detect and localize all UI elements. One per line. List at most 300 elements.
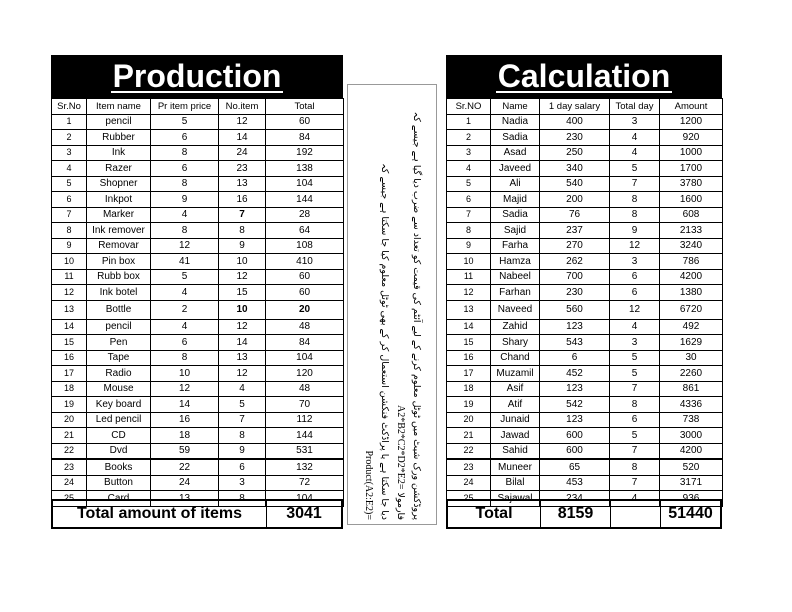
- table-cell: Radio: [87, 366, 151, 382]
- note-line-3: [360, 90, 376, 520]
- calculation-header-row: [447, 99, 723, 115]
- production-row: [52, 335, 344, 351]
- table-cell: 18: [447, 381, 491, 397]
- table-cell: 22: [447, 443, 491, 459]
- table-cell: 4: [219, 381, 266, 397]
- table-cell: 48: [266, 319, 344, 335]
- table-cell: 4: [447, 161, 491, 177]
- table-cell: 12: [52, 285, 87, 301]
- calculation-row: [447, 176, 723, 192]
- calculation-row: [447, 300, 723, 319]
- table-cell: 104: [266, 176, 344, 192]
- table-cell: 30: [660, 350, 723, 366]
- calculation-row: [447, 207, 723, 223]
- table-cell: 4: [610, 130, 660, 146]
- production-row: [52, 223, 344, 239]
- calculation-row: [447, 428, 723, 444]
- table-cell: Bottle: [87, 300, 151, 319]
- table-cell: 6: [219, 459, 266, 475]
- table-cell: 230: [540, 285, 610, 301]
- table-cell: 13: [151, 491, 219, 507]
- table-cell: Pin box: [87, 254, 151, 270]
- calculation-row: [447, 335, 723, 351]
- production-total-label: Total amount of items: [53, 501, 267, 527]
- table-cell: Inkpot: [87, 192, 151, 208]
- table-cell: Shopner: [87, 176, 151, 192]
- calculation-row: [447, 269, 723, 285]
- table-cell: Rubb box: [87, 269, 151, 285]
- production-row: [52, 443, 344, 459]
- table-cell: 6: [52, 192, 87, 208]
- table-cell: 14: [219, 335, 266, 351]
- production-total-row: [51, 499, 343, 529]
- calculation-row: [447, 114, 723, 130]
- table-cell: Asif: [491, 381, 540, 397]
- table-cell: 5: [151, 114, 219, 130]
- table-cell: 230: [540, 130, 610, 146]
- table-cell: 16: [447, 350, 491, 366]
- table-cell: 15: [52, 335, 87, 351]
- calculation-row: [447, 459, 723, 475]
- table-cell: Chand: [491, 350, 540, 366]
- table-cell: 104: [266, 350, 344, 366]
- table-cell: 531: [266, 443, 344, 459]
- table-cell: CD: [87, 428, 151, 444]
- table-cell: 738: [660, 412, 723, 428]
- table-cell: 9: [52, 238, 87, 254]
- table-cell: 16: [219, 192, 266, 208]
- table-cell: 8: [151, 350, 219, 366]
- table-cell: 600: [540, 443, 610, 459]
- table-cell: 104: [266, 491, 344, 507]
- table-cell: 23: [52, 459, 87, 475]
- production-row: [52, 350, 344, 366]
- calculation-row: [447, 145, 723, 161]
- note-line-2: دیا جا سکتا ہے یا پراڈکٹ فنکشن استعمال کر کے بھی ٹوٹل معلوم کیا جا سکتا ہے جیسے کہ: [379, 162, 390, 520]
- table-cell: 76: [540, 207, 610, 223]
- table-cell: 270: [540, 238, 610, 254]
- table-cell: 123: [540, 319, 610, 335]
- table-cell: 15: [447, 335, 491, 351]
- table-cell: 452: [540, 366, 610, 382]
- table-cell: 16: [151, 412, 219, 428]
- note-formula-1: =A2*B2*C2*D2*E2: [395, 404, 406, 490]
- table-cell: Rubber: [87, 130, 151, 146]
- table-cell: 6: [540, 350, 610, 366]
- table-cell: 5: [151, 269, 219, 285]
- table-cell: 9: [219, 238, 266, 254]
- table-cell: 72: [266, 475, 344, 491]
- table-cell: 10: [219, 254, 266, 270]
- calculation-row: [447, 412, 723, 428]
- table-cell: 4: [52, 161, 87, 177]
- table-cell: 6: [151, 335, 219, 351]
- table-cell: 16: [52, 350, 87, 366]
- production-row: [52, 319, 344, 335]
- table-cell: 13: [219, 350, 266, 366]
- table-cell: 8: [610, 397, 660, 413]
- table-cell: 5: [219, 397, 266, 413]
- table-cell: 20: [447, 412, 491, 428]
- production-row: [52, 459, 344, 475]
- table-cell: 5: [52, 176, 87, 192]
- table-cell: 6: [610, 412, 660, 428]
- table-cell: 4: [151, 207, 219, 223]
- table-cell: 250: [540, 145, 610, 161]
- table-cell: 453: [540, 475, 610, 491]
- table-cell: 12: [219, 319, 266, 335]
- production-row: [52, 145, 344, 161]
- table-cell: 7: [219, 412, 266, 428]
- table-cell: 12: [219, 114, 266, 130]
- calculation-row: [447, 285, 723, 301]
- header-item-name: Item name: [87, 99, 151, 115]
- table-cell: Hamza: [491, 254, 540, 270]
- table-cell: 3: [52, 145, 87, 161]
- table-cell: 8: [447, 223, 491, 239]
- table-cell: 920: [660, 130, 723, 146]
- table-cell: 13: [52, 300, 87, 319]
- table-cell: 192: [266, 145, 344, 161]
- table-cell: 540: [540, 176, 610, 192]
- table-cell: Key board: [87, 397, 151, 413]
- production-row: [52, 161, 344, 177]
- table-cell: 7: [610, 176, 660, 192]
- table-cell: 21: [52, 428, 87, 444]
- table-cell: 9: [447, 238, 491, 254]
- table-cell: 17: [447, 366, 491, 382]
- table-cell: 1200: [660, 114, 723, 130]
- table-cell: 4336: [660, 397, 723, 413]
- table-cell: 7: [610, 475, 660, 491]
- table-cell: 9: [219, 443, 266, 459]
- table-cell: 600: [540, 428, 610, 444]
- table-cell: 4: [610, 319, 660, 335]
- table-cell: 65: [540, 459, 610, 475]
- production-row: [52, 207, 344, 223]
- table-cell: 7: [219, 207, 266, 223]
- table-cell: Sajid: [491, 223, 540, 239]
- table-cell: 11: [447, 269, 491, 285]
- table-cell: 13: [219, 176, 266, 192]
- calculation-title: Calculation: [497, 57, 671, 94]
- table-cell: 144: [266, 192, 344, 208]
- calculation-table: [446, 98, 723, 507]
- table-cell: 3780: [660, 176, 723, 192]
- note-line-1: پروڈکشن ورک شیٹ میں ٹوٹل معلوم کرنے کے لیے آئٹم کی قیمت کو تعداد سے ضرب دیا گیا ہے جیسے کہ فارمولا =A2*B2*C2*D2*E2: [395, 111, 422, 520]
- table-cell: Ink botel: [87, 285, 151, 301]
- table-cell: 48: [266, 381, 344, 397]
- header-amount: Amount: [660, 99, 723, 115]
- table-cell: 700: [540, 269, 610, 285]
- table-cell: 10: [151, 366, 219, 382]
- table-cell: 60: [266, 285, 344, 301]
- table-cell: Mouse: [87, 381, 151, 397]
- table-cell: 7: [610, 443, 660, 459]
- table-cell: 41: [151, 254, 219, 270]
- table-cell: 3171: [660, 475, 723, 491]
- production-row: [52, 300, 344, 319]
- table-cell: 8: [219, 491, 266, 507]
- production-row: [52, 254, 344, 270]
- table-cell: Nadia: [491, 114, 540, 130]
- table-cell: 608: [660, 207, 723, 223]
- table-cell: 20: [266, 300, 344, 319]
- table-cell: 23: [447, 459, 491, 475]
- table-cell: 1600: [660, 192, 723, 208]
- table-cell: 22: [52, 443, 87, 459]
- table-cell: 2: [52, 130, 87, 146]
- table-cell: 24: [447, 475, 491, 491]
- table-cell: 410: [266, 254, 344, 270]
- table-cell: 64: [266, 223, 344, 239]
- table-cell: 24: [219, 145, 266, 161]
- table-cell: 12: [610, 238, 660, 254]
- table-cell: 1: [447, 114, 491, 130]
- production-row: [52, 475, 344, 491]
- table-cell: 132: [266, 459, 344, 475]
- calculation-row: [447, 475, 723, 491]
- header-sr-no: Sr.No: [52, 99, 87, 115]
- table-cell: 5: [610, 366, 660, 382]
- table-cell: 18: [151, 428, 219, 444]
- table-cell: Pen: [87, 335, 151, 351]
- calculation-row: [447, 238, 723, 254]
- table-cell: 20: [52, 412, 87, 428]
- table-cell: pencil: [87, 319, 151, 335]
- table-cell: 84: [266, 335, 344, 351]
- table-cell: Ali: [491, 176, 540, 192]
- calculation-row: [447, 350, 723, 366]
- table-cell: 1700: [660, 161, 723, 177]
- table-cell: 12: [219, 366, 266, 382]
- table-cell: 861: [660, 381, 723, 397]
- table-cell: Jawad: [491, 428, 540, 444]
- table-cell: 492: [660, 319, 723, 335]
- header-item-price: Pr item price: [151, 99, 219, 115]
- table-cell: Dvd: [87, 443, 151, 459]
- table-cell: 234: [540, 491, 610, 507]
- table-cell: 12: [447, 285, 491, 301]
- production-table: [51, 98, 344, 507]
- production-header-row: [52, 99, 344, 115]
- table-cell: 123: [540, 381, 610, 397]
- table-cell: 3: [447, 145, 491, 161]
- table-cell: 8: [151, 145, 219, 161]
- table-cell: 560: [540, 300, 610, 319]
- table-cell: 2133: [660, 223, 723, 239]
- production-title-bar: [51, 55, 343, 98]
- calculation-row: [447, 381, 723, 397]
- table-cell: 14: [447, 319, 491, 335]
- production-row: [52, 114, 344, 130]
- table-cell: 8: [610, 459, 660, 475]
- table-cell: 7: [447, 207, 491, 223]
- table-cell: 4200: [660, 443, 723, 459]
- table-cell: Button: [87, 475, 151, 491]
- table-cell: Ink remover: [87, 223, 151, 239]
- table-cell: 7: [610, 381, 660, 397]
- table-cell: Farha: [491, 238, 540, 254]
- table-cell: 6: [610, 285, 660, 301]
- table-cell: Books: [87, 459, 151, 475]
- table-cell: Card: [87, 491, 151, 507]
- table-cell: Sajawal: [491, 491, 540, 507]
- table-cell: 21: [447, 428, 491, 444]
- production-row: [52, 428, 344, 444]
- table-cell: 400: [540, 114, 610, 130]
- table-cell: 24: [151, 475, 219, 491]
- table-cell: 9: [151, 192, 219, 208]
- table-cell: Led pencil: [87, 412, 151, 428]
- calculation-total-salary: 8159: [541, 501, 611, 527]
- table-cell: 4: [610, 145, 660, 161]
- table-cell: 936: [660, 491, 723, 507]
- table-cell: 6: [151, 161, 219, 177]
- table-cell: 112: [266, 412, 344, 428]
- table-cell: Removar: [87, 238, 151, 254]
- table-cell: 3: [219, 475, 266, 491]
- table-cell: 108: [266, 238, 344, 254]
- calculation-total-label: Total: [448, 501, 541, 527]
- production-row: [52, 285, 344, 301]
- table-cell: 3: [610, 254, 660, 270]
- calculation-row: [447, 192, 723, 208]
- table-cell: 4: [610, 491, 660, 507]
- calculation-row: [447, 161, 723, 177]
- table-cell: 2260: [660, 366, 723, 382]
- table-cell: 340: [540, 161, 610, 177]
- table-cell: 4: [151, 319, 219, 335]
- table-cell: 11: [52, 269, 87, 285]
- table-cell: Farhan: [491, 285, 540, 301]
- production-row: [52, 192, 344, 208]
- table-cell: 2: [447, 130, 491, 146]
- table-cell: 70: [266, 397, 344, 413]
- table-cell: 5: [610, 350, 660, 366]
- table-cell: 12: [151, 381, 219, 397]
- table-cell: 9: [610, 223, 660, 239]
- calculation-total-amount: 51440: [668, 505, 713, 522]
- table-cell: Majid: [491, 192, 540, 208]
- table-cell: 60: [266, 269, 344, 285]
- table-cell: 6: [610, 269, 660, 285]
- table-cell: 25: [52, 491, 87, 507]
- table-cell: Naveed: [491, 300, 540, 319]
- table-cell: 6: [447, 192, 491, 208]
- table-cell: Tape: [87, 350, 151, 366]
- table-cell: Sadia: [491, 207, 540, 223]
- table-cell: Sadia: [491, 130, 540, 146]
- table-cell: 12: [610, 300, 660, 319]
- table-cell: 23: [219, 161, 266, 177]
- table-cell: 14: [151, 397, 219, 413]
- table-cell: 8: [52, 223, 87, 239]
- table-cell: 520: [660, 459, 723, 475]
- table-cell: 1: [52, 114, 87, 130]
- header-day-salary: 1 day salary: [540, 99, 610, 115]
- table-cell: 7: [52, 207, 87, 223]
- table-cell: 24: [52, 475, 87, 491]
- table-cell: 144: [266, 428, 344, 444]
- header-total: Total: [266, 99, 344, 115]
- table-cell: Junaid: [491, 412, 540, 428]
- table-cell: 262: [540, 254, 610, 270]
- table-cell: 6: [151, 130, 219, 146]
- table-cell: Asad: [491, 145, 540, 161]
- table-cell: 3240: [660, 238, 723, 254]
- table-cell: 19: [447, 397, 491, 413]
- table-cell: 543: [540, 335, 610, 351]
- table-cell: 8: [610, 192, 660, 208]
- production-row: [52, 366, 344, 382]
- table-cell: 14: [52, 319, 87, 335]
- production-row: [52, 397, 344, 413]
- table-cell: 786: [660, 254, 723, 270]
- table-cell: 1380: [660, 285, 723, 301]
- table-cell: 200: [540, 192, 610, 208]
- table-cell: 19: [52, 397, 87, 413]
- table-cell: 10: [447, 254, 491, 270]
- calculation-row: [447, 254, 723, 270]
- table-cell: Shary: [491, 335, 540, 351]
- table-cell: 6720: [660, 300, 723, 319]
- table-cell: Bilal: [491, 475, 540, 491]
- header-name: Name: [491, 99, 540, 115]
- table-cell: 13: [447, 300, 491, 319]
- production-row: [52, 412, 344, 428]
- table-cell: 28: [266, 207, 344, 223]
- table-cell: 4200: [660, 269, 723, 285]
- calculation-row: [447, 366, 723, 382]
- header-sr-no: Sr.NO: [447, 99, 491, 115]
- table-cell: 138: [266, 161, 344, 177]
- formula-note: [360, 90, 424, 520]
- table-cell: 2: [151, 300, 219, 319]
- table-cell: 8: [219, 428, 266, 444]
- table-cell: 5: [610, 428, 660, 444]
- table-cell: 59: [151, 443, 219, 459]
- production-title: Production: [112, 57, 282, 94]
- table-cell: 3: [610, 114, 660, 130]
- table-cell: 8: [151, 176, 219, 192]
- table-cell: Marker: [87, 207, 151, 223]
- table-cell: 542: [540, 397, 610, 413]
- table-cell: Muzamil: [491, 366, 540, 382]
- production-total-value: 3041: [286, 505, 322, 522]
- table-cell: 14: [219, 130, 266, 146]
- table-cell: 15: [219, 285, 266, 301]
- calculation-row: [447, 397, 723, 413]
- production-row: [52, 269, 344, 285]
- calculation-row: [447, 130, 723, 146]
- calculation-total-row: [446, 499, 722, 529]
- table-cell: Razer: [87, 161, 151, 177]
- calculation-total-days: [611, 501, 661, 527]
- table-cell: 1000: [660, 145, 723, 161]
- calculation-row: [447, 443, 723, 459]
- calculation-row: [447, 319, 723, 335]
- table-cell: 8: [151, 223, 219, 239]
- table-cell: Muneer: [491, 459, 540, 475]
- table-cell: 3000: [660, 428, 723, 444]
- table-cell: 123: [540, 412, 610, 428]
- production-row: [52, 238, 344, 254]
- table-cell: 120: [266, 366, 344, 382]
- table-cell: 10: [52, 254, 87, 270]
- table-cell: 84: [266, 130, 344, 146]
- table-cell: 22: [151, 459, 219, 475]
